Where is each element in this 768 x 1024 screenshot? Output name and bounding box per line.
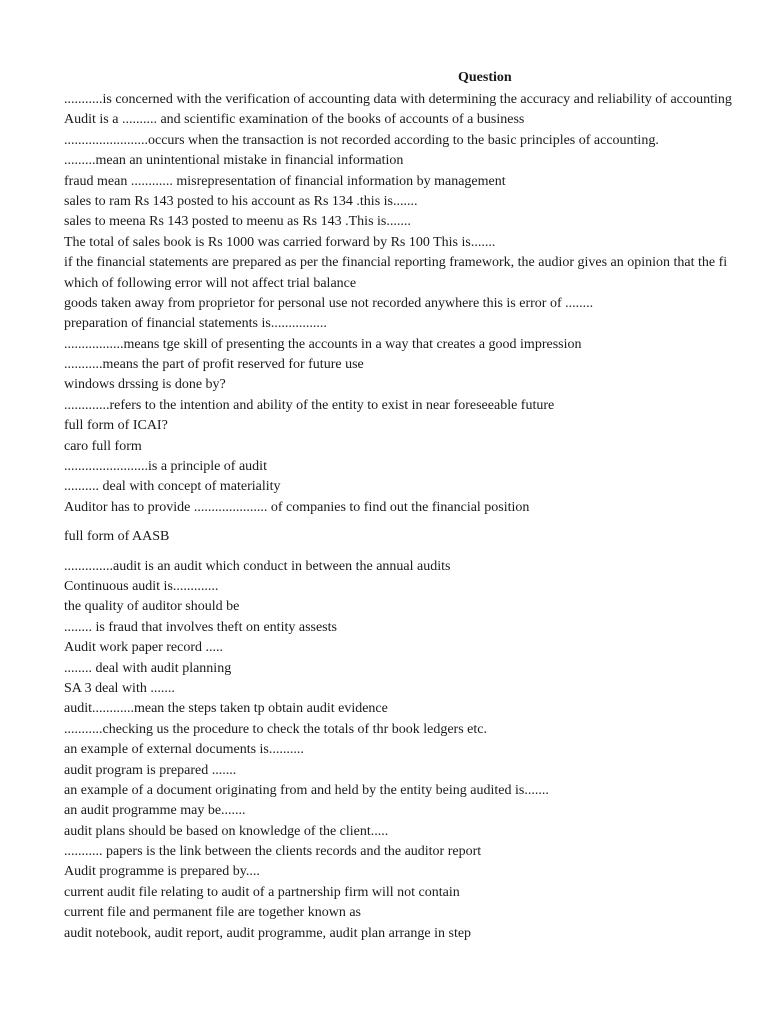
question-line: Audit programme is prepared by.... [64, 864, 260, 880]
question-line: .......... deal with concept of materiality [64, 479, 281, 495]
question-line: ........ deal with audit planning [64, 660, 232, 676]
question-line: The total of sales book is Rs 1000 was carried forward by Rs 100 This is....... [64, 234, 496, 250]
question-line: which of following error will not affect trial balance [64, 275, 357, 291]
question-line: SA 3 deal with ....... [64, 680, 175, 696]
question-line: ...........checking us the procedure to check the totals of thr book ledgers etc. [64, 721, 487, 737]
question-line: sales to meena Rs 143 posted to meenu as Rs 143 .This is....... [64, 214, 411, 230]
question-line: ..............audit is an audit which conduct in between the annual audits [64, 558, 451, 574]
question-line: full form of ICAI? [64, 418, 168, 434]
question-line: .................means tge skill of presenting the accounts in a way that creates a good impression [64, 336, 582, 352]
question-line: Continuous audit is............. [64, 578, 219, 594]
question-line: sales to ram Rs 143 posted to his account as Rs 134 .this is....... [64, 193, 418, 209]
question-line: windows drssing is done by? [64, 377, 226, 393]
question-line: current audit file relating to audit of a partnership firm will not contain [64, 884, 460, 900]
question-line: Auditor has to provide ..................... of companies to find out the financial position [64, 499, 530, 515]
question-line: an audit programme may be....... [64, 803, 246, 819]
page-heading: Question [458, 70, 512, 85]
question-line: ...........means the part of profit reserved for future use [64, 357, 364, 373]
question-line: ...........is concerned with the verification of accounting data with determining the accuracy and reliability of accounting [64, 92, 732, 107]
question-line: ........... papers is the link between the clients records and the auditor report [64, 844, 482, 860]
question-line: preparation of financial statements is................ [64, 316, 327, 332]
question-line: .........mean an unintentional mistake in financial information [64, 153, 404, 169]
question-line: audit plans should be based on knowledge of the client..... [64, 823, 389, 839]
question-line: the quality of auditor should be [64, 599, 240, 615]
question-line: Audit is a .......... and scientific examination of the books of accounts of a business [64, 112, 525, 128]
question-line: audit............mean the steps taken tp obtain audit evidence [64, 701, 388, 717]
question-line: Audit work paper record ..... [64, 640, 224, 656]
question-line: audit program is prepared ....... [64, 762, 237, 778]
question-line: ........................occurs when the transaction is not recorded according to the basic principles of accounting. [64, 132, 659, 148]
question-line: .............refers to the intention and ability of the entity to exist in near foreseeable future [64, 397, 555, 413]
question-line: an example of external documents is.......... [64, 742, 304, 758]
question-line: goods taken away from proprietor for personal use not recorded anywhere this is error of ........ [64, 295, 594, 311]
question-line: current file and permanent file are together known as [64, 905, 361, 921]
question-line: caro full form [64, 438, 142, 454]
question-line: full form of AASB [64, 529, 170, 545]
question-line: fraud mean ............ misrepresentation of financial information by management [64, 173, 506, 189]
question-line: if the financial statements are prepared as per the financial reporting framework, the audior gives an opinion that the fi [64, 255, 728, 271]
question-line: ........................is a principle of audit [64, 459, 267, 475]
question-list [64, 90, 768, 944]
question-line: audit notebook, audit report, audit programme, audit plan arrange in step [64, 925, 472, 941]
question-line: an example of a document originating from and held by the entity being audited is....... [64, 782, 549, 798]
question-line: ........ is fraud that involves theft on entity assests [64, 619, 337, 635]
